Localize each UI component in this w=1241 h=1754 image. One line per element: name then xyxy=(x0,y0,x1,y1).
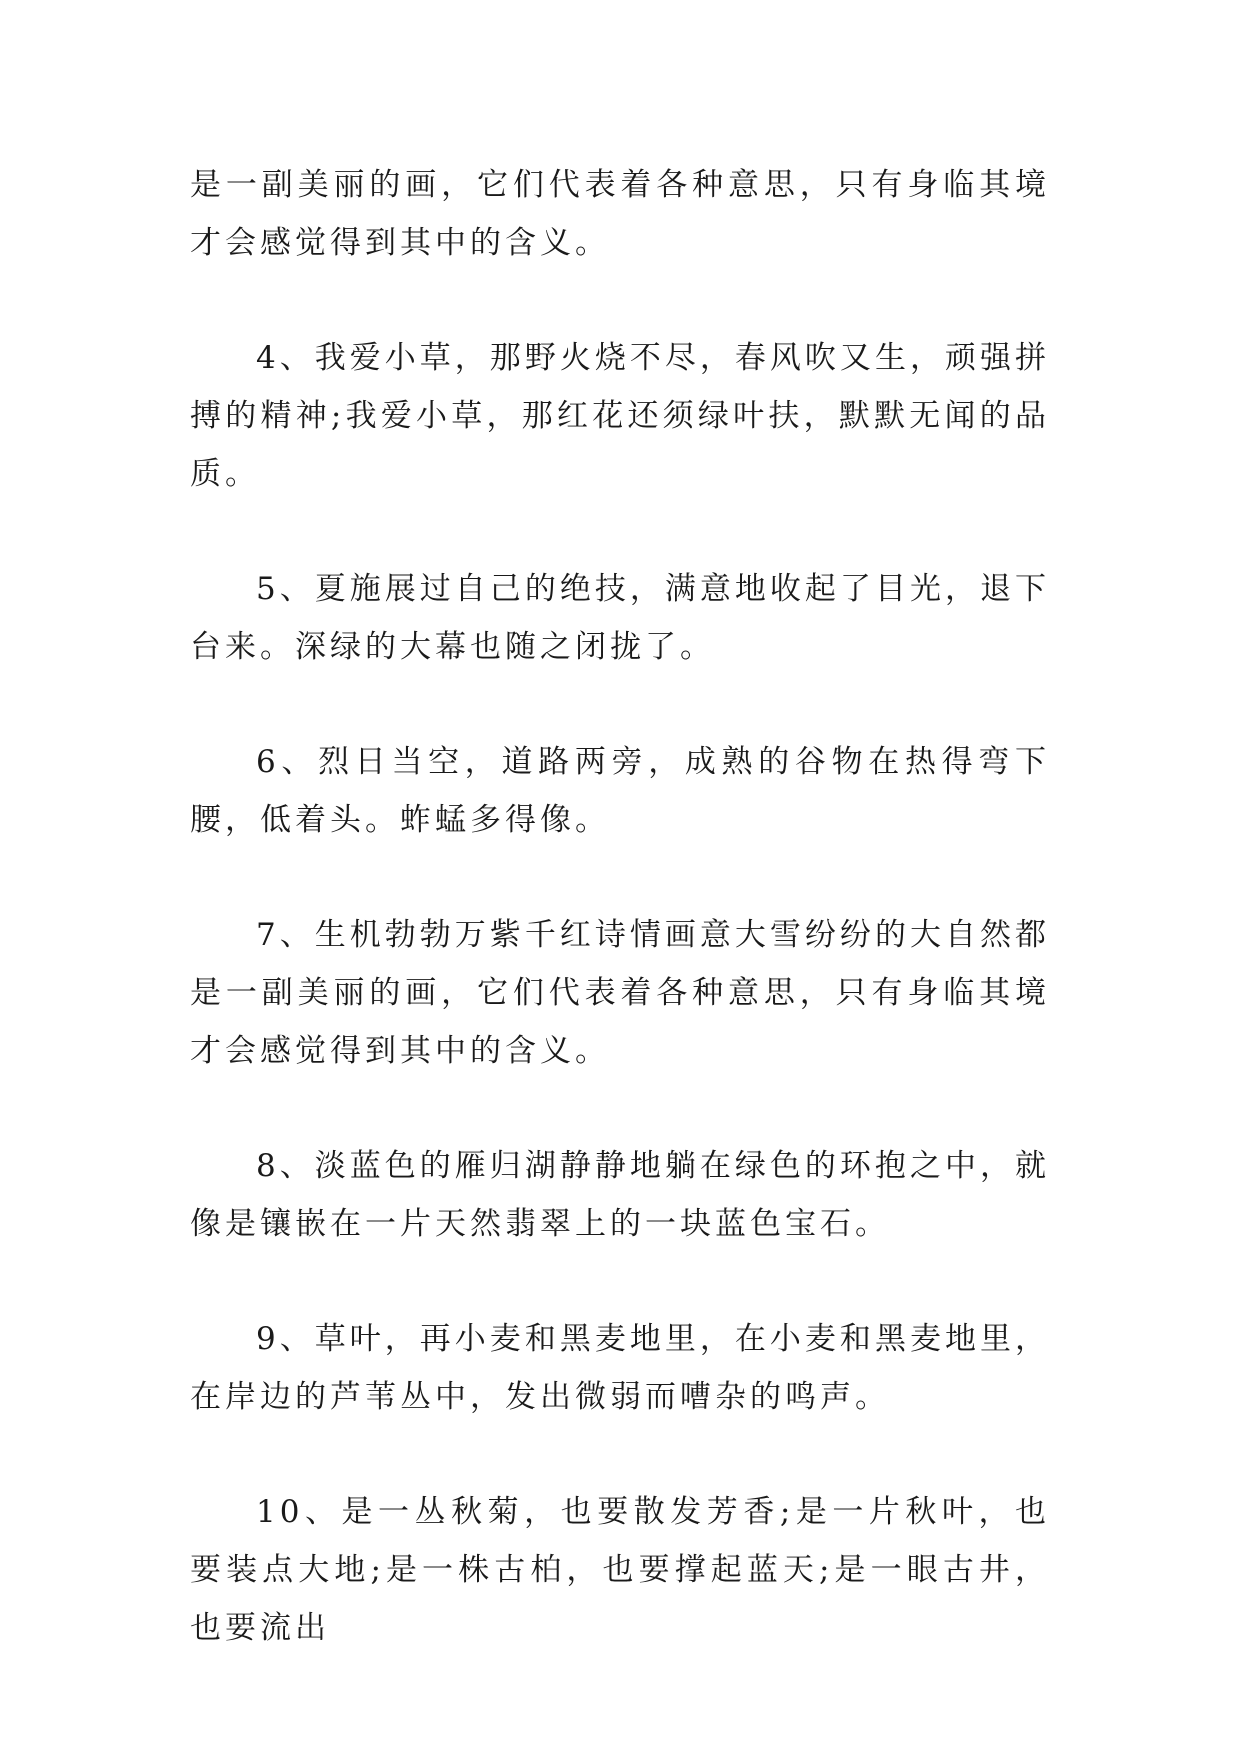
paragraph-6: 6、烈日当空，道路两旁，成熟的谷物在热得弯下腰，低着头。蚱蜢多得像。 xyxy=(190,744,1050,838)
document-body xyxy=(190,156,1050,1714)
paragraph-9: 9、草叶，再小麦和黑麦地里，在小麦和黑麦地里，在岸边的芦苇丛中，发出微弱而嘈杂的鸣声。 xyxy=(190,1321,1050,1415)
paragraph-4: 4、我爱小草，那野火烧不尽，春风吹又生，顽强拼搏的精神;我爱小草，那红花还须绿叶扶，默默无闻的品质。 xyxy=(190,340,1050,492)
paragraph-8: 8、淡蓝色的雁归湖静静地躺在绿色的环抱之中，就像是镶嵌在一片天然翡翠上的一块蓝色宝石。 xyxy=(190,1148,1050,1242)
paragraph-10: 10、是一丛秋菊，也要散发芳香;是一片秋叶，也要装点大地;是一株古柏，也要撑起蓝天;是一眼古井，也要流出 xyxy=(190,1494,1050,1646)
paragraph-7: 7、生机勃勃万紫千红诗情画意大雪纷纷的大自然都是一副美丽的画，它们代表着各种意思，只有身临其境才会感觉得到其中的含义。 xyxy=(190,917,1050,1069)
paragraph-5: 5、夏施展过自己的绝技，满意地收起了目光，退下台来。深绿的大幕也随之闭拢了。 xyxy=(190,571,1050,665)
paragraph-continuation: 是一副美丽的画，它们代表着各种意思，只有身临其境才会感觉得到其中的含义。 xyxy=(190,167,1050,261)
